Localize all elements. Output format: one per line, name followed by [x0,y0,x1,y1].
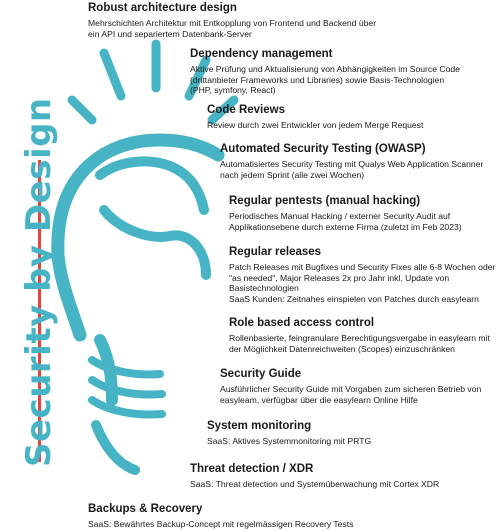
filament-stem [104,210,206,275]
ray-upper-left [104,53,121,96]
item-title: Automated Security Testing (OWASP) [220,143,426,155]
item-role-based-access-control [229,316,496,354]
item-title: Threat detection / XDR [190,463,314,475]
filament-arc [100,161,204,210]
item-dependency-management [190,47,465,96]
item-title: Robust architecture design [88,2,237,14]
item-title: Dependency management [190,48,333,60]
item-description: Periodisches Manual Hacking / externer Security Audit auf Applikationsebene durch externe Firma (zuletzt im Feb 2023) [229,211,462,232]
item-robust-architecture [88,1,388,39]
item-description: Review durch zwei Entwickler von jedem Merge Request [207,120,424,130]
item-regular-releases [229,245,496,304]
base-ridge-3 [92,400,162,414]
item-system-monitoring [207,419,467,447]
item-title: Regular releases [229,246,322,258]
item-title: Code Reviews [207,104,285,116]
base-tip [96,425,135,470]
item-description: Patch Releases mit Bugfixes und Security Fixes alle 6-8 Wochen oder "as needed", Major Releases 2x pro Jahr inkl. Update von Basistechnologien [229,262,496,294]
item-description: SaaS: Bewährtes Backup-Concept mit regelmässigen Recovery Tests [88,519,354,529]
item-backups-recovery [88,502,418,530]
item-regular-pentests [229,194,494,232]
item-description: Ausführlicher Security Guide mit Vorgaben zum sicheren Betrieb von easyleam, verfügbar über die easylearn Online Hilfe [220,384,482,405]
item-title: System monitoring [207,420,312,432]
base-ridge-1 [92,360,160,374]
item-title: Regular pentests (manual hacking) [229,195,421,207]
item-description-saas: SaaS Kunden: Zeitnahes einspielen von Patches durch easylearn [229,293,479,304]
item-title: Backups & Recovery [88,503,203,515]
item-description: Automatisiertes Security Testing mit Qualys Web Application Scanner nach jedem Sprint (alle zwei Wochen) [220,159,484,180]
item-description: SaaS: Aktives Systemmonitoring mit PRTG [207,436,372,446]
item-description: Mehrschichten Architektur mit Entkopplung von Frontend und Backend über ein API und separiertem Datenbank-Server [88,18,377,39]
item-description: SaaS: Threat detection und Systemüberwachung mit Cortex XDR [190,479,440,489]
item-title: Security Guide [220,368,302,380]
item-code-reviews [207,103,482,131]
item-description: Aktive Prüfung und Aktualisierung von Abhängigkeiten im Source Code (drittanbieter Frameworks und Libraries) sowie Basis-Technologien (PHP, symfony, React) [190,64,460,96]
item-threat-detection [190,462,490,490]
ray-left [72,100,92,120]
item-security-guide [220,367,495,405]
item-description: Rollenbasierte, feingranulare Berechtigungsvergabe in easylearn mit der Möglichkeit Datenreichweiten (Scopes) einzuschränken [229,333,490,354]
item-automated-security-testing [220,142,495,180]
base-ridge-2 [92,380,162,394]
item-title: Role based access control [229,317,375,329]
security-by-design-title: Security by Design [19,97,59,467]
